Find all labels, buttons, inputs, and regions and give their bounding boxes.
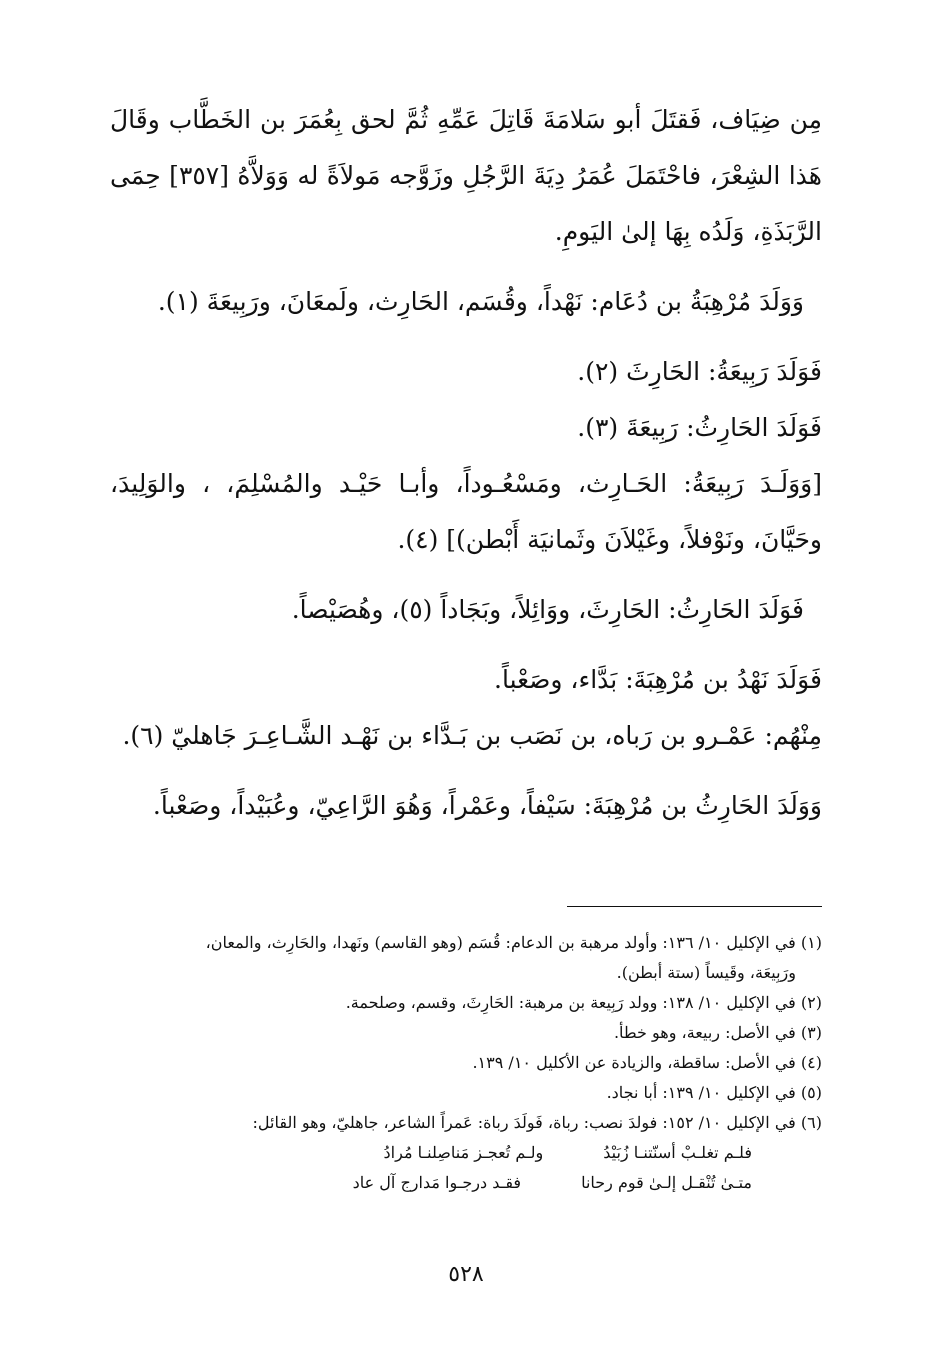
paragraph-4: فَوَلَدَ الحَارِثُ: رَبِيعَةَ (٣).: [577, 413, 822, 442]
footnote-divider: [567, 906, 822, 907]
paragraph-3: فَوَلَدَ رَبِيعَةُ: الحَارِثَ (٢).: [577, 357, 822, 386]
main-text: [110, 92, 822, 834]
paragraph-5: [وَوَلَـدَ رَبِيعَةُ: الحَـارِث، ومَسْعُـوداً، وأبـا حَيْـد والمُسْلِمَ، ، والوَلِيدَ، وحَيَّانَ، ونَوْفلاً، وغَيْلاَنَ وثَمانيَة أَبْطن)] (٤).: [110, 469, 822, 554]
verse-line-2: [110, 1168, 822, 1198]
paragraph-2: وَوَلَدَ مُرْهِبَةُ بن دُعَام: نَهْداً، وقُسَم، الحَارِث، ولَمعَانَ، ورَبِيعَةَ (١).: [157, 287, 804, 316]
verse-2-first-hemistich: متـىٰ تُنْقـل إلـىٰ قوم رحانا: [581, 1173, 752, 1192]
footnote-1-text: (١) في الإكليل ١٠/ ١٣٦: وأولد مرهبة بن الدعام: قُسَم (وهو القاسم) ونَهدا، والحَارِث، والمعان،: [205, 933, 822, 952]
footnote-1-continuation: ورَبِيعَة، وقَيساً (ستة أبطن).: [616, 963, 796, 982]
footnote-5: (٥) في الإكليل ١٠/ ١٣٩: أبا نجاد.: [606, 1083, 822, 1102]
verse-line-1: [110, 1138, 822, 1168]
paragraph-1: مِن ضِيَاف، فَقتَلَ أبو سَلامَةَ قَاتِلَ عَمِّهِ ثُمَّ لحق بِعُمَرَ بن الخَطَّاب وقَالَ هَذا الشِعْرَ، فاحْتَمَلَ عُمَرُ دِيَةَ الرَّجُلِ وزَوَّجه مَولاَةً له وَوَلاَّهُ [٣٥٧] حِمَى الرَّبَذَةِ، وَلَدُه بِهَا إلىٰ اليَومِ.: [110, 105, 822, 246]
paragraph-8: مِنْهُم: عَمْـرو بن رَباه، بن نَصَب بن بَـدَّاء بن نَهْـد الشَّـاعِـرَ جَاهليّ (٦).: [122, 721, 822, 750]
paragraph-6: فَوَلَدَ الحَارِثُ: الحَارِثَ، ووَائِلاً، وبَجَاداً (٥)، وهُصَيْصاً.: [291, 595, 804, 624]
verse-2-second-hemistich: فقـد درجـوا مَدارج آل عاد: [352, 1173, 522, 1192]
verse-1-second-hemistich: ولـم تُعجـز مَناصِلنـا مُرادُ: [383, 1143, 544, 1162]
footnote-1: [110, 928, 822, 988]
footnotes: [110, 928, 822, 1198]
paragraph-9: وَوَلَدَ الحَارِثُ بن مُرْهِبَةَ: سَيْفاً، وعَمْراً، وَهُوَ الرَّاعِيّ، وعُبَيْداً، وصَعْباً.: [152, 791, 822, 820]
footnote-2: (٢) في الإكليل ١٠/ ١٣٨: وولد رَبِيعة بن مرهبة: الحَارِثَ، وقسم، وصلحمة.: [345, 993, 822, 1012]
page-number: ٥٢٨: [448, 1262, 484, 1287]
footnote-3: (٣) في الأصل: ربيعة، وهو خطأ.: [613, 1023, 822, 1042]
verse-1-first-hemistich: فلـم تغلـبْ أسنّتنـا زُبَيْدُ: [603, 1143, 752, 1162]
footnote-4: (٤) في الأصل: ساقطة، والزيادة عن الأكليل ١٠/ ١٣٩.: [472, 1053, 822, 1072]
footnote-6: (٦) في الإكليل ١٠/ ١٥٢: فولدَ نصب: رباة، فَولَدَ رباة: عَمراً الشاعر، جاهليّ، وهو القائل:: [252, 1113, 822, 1132]
paragraph-7: فَوَلَدَ نَهْدُ بن مُرْهِبَةَ: بَدَّاء، وصَعْباً.: [494, 665, 822, 694]
